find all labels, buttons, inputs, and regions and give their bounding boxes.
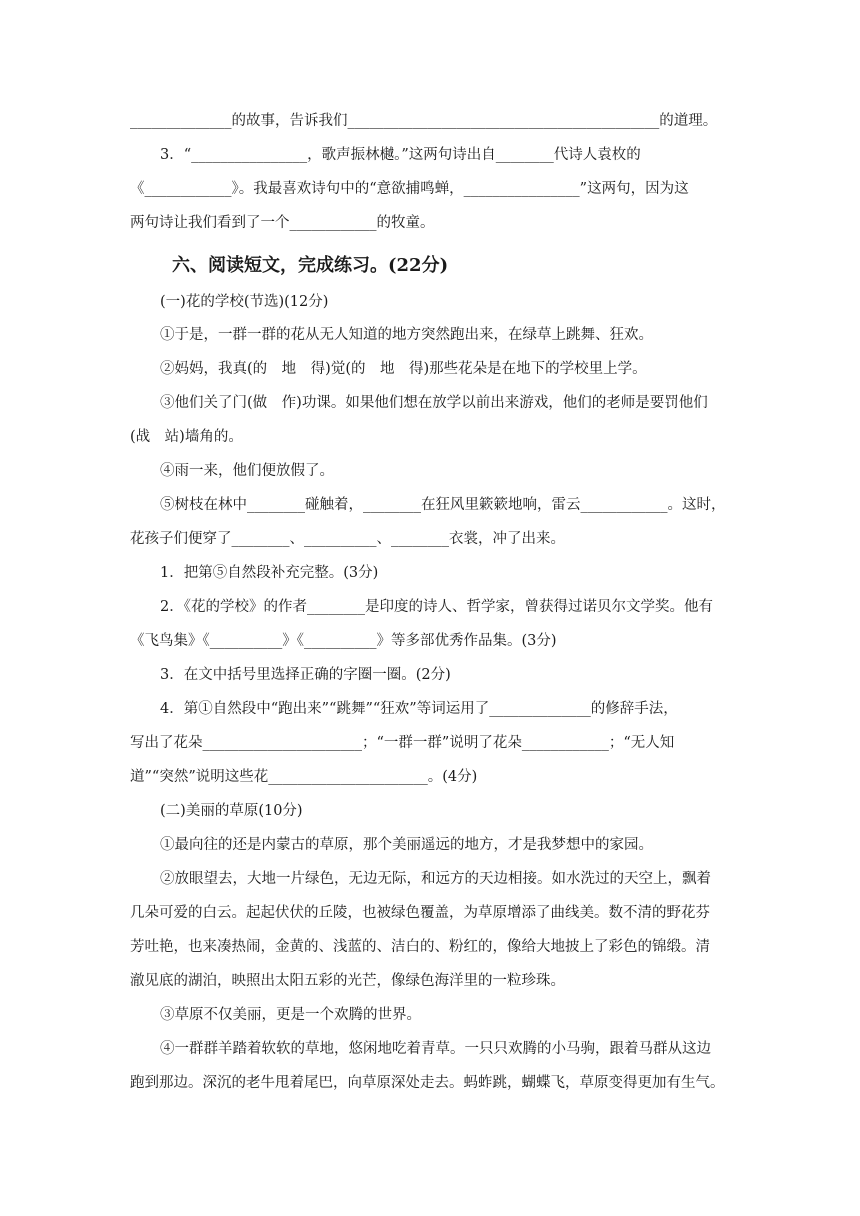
text-line-l11: ④雨一来，他们便放假了。 [160,463,334,479]
text-line-l26: 澈见底的湖泊，映照出太阳五彩的光芒，像绿色海洋里的一粒珍珠。 [130,973,565,989]
text-line-l8: ②妈妈，我真(的 地 得)觉(的 地 得)那些花朵是在地下的学校里上学。 [160,361,647,377]
text-line-l15: 2．《花的学校》的作者________是印度的诗人、哲学家，曾获得过诺贝尔文学奖。他有 [160,599,713,615]
text-line-l10: (战 站)墙角的。 [130,429,243,445]
text-line-l17: 3．在文中括号里选择正确的字圈一圈。(2分) [160,667,451,683]
text-line-l21: (二)美丽的草原(10分) [160,803,303,819]
text-line-l16: 《飞鸟集》《__________》《__________》等多部优秀作品集。(3分) [130,633,557,649]
text-line-l12: ⑤树枝在林中________碰触着，________在狂风里簌簌地响，雷云____________。这时， [160,497,726,513]
text-line-l20: 道”“突然”说明这些花______________________。(4分) [130,769,478,785]
text-line-l4: 两句诗让我们看到了一个____________的牧童。 [130,215,435,231]
section-heading-reading: 六、阅读短文，完成练习。(22分) [172,255,449,276]
text-line-l25: 芳吐艳，也来凑热闹，金黄的、浅蓝的、洁白的、粉红的，像给大地披上了彩色的锦缎。清 [130,939,710,955]
text-line-l1: ______________的故事，告诉我们___________________________________________的道理。 [130,113,718,129]
text-line-l2: 3．“________________，歌声振林樾。”这两句诗出自________代诗人袁枚的 [160,147,641,163]
text-line-l18: 4．第①自然段中“跑出来”“跳舞”“狂欢”等词运用了______________的修辞手法， [160,701,678,717]
text-line-l13: 花孩子们便穿了________、__________、________衣裳，冲了出来。 [130,531,565,547]
text-line-l19: 写出了花朵______________________；“一群一群”说明了花朵____________；“无人知 [130,735,675,751]
text-line-l6: (一)花的学校(节选)(12分) [160,294,329,310]
text-line-l29: 跑到那边。深沉的老牛甩着尾巴，向草原深处走去。蚂蚱跳，蝴蝶飞，草原变得更加有生气。 [130,1075,725,1091]
text-line-l7: ①于是，一群一群的花从无人知道的地方突然跑出来，在绿草上跳舞、狂欢。 [160,327,653,343]
text-line-l24: 几朵可爱的白云。起起伏伏的丘陵，也被绿色覆盖，为草原增添了曲线美。数不清的野花芬 [130,905,710,921]
text-line-l23: ②放眼望去，大地一片绿色，无边无际，和远方的天边相接。如水洗过的天空上，飘着 [160,871,711,887]
text-line-l9: ③他们关了门(做 作)功课。如果他们想在放学以前出来游戏，他们的老师是要罚他们 [160,395,708,411]
text-line-l14: 1．把第⑤自然段补充完整。(3分) [160,565,379,581]
text-line-l28: ④一群群羊踏着软软的草地，悠闲地吃着青草。一只只欢腾的小马驹，跟着马群从这边 [160,1041,711,1057]
text-line-l3: 《____________》。我最喜欢诗句中的“意欲捕鸣蝉，________________”这两句，因为这 [130,181,689,197]
text-line-l27: ③草原不仅美丽，更是一个欢腾的世界。 [160,1007,421,1023]
text-line-l22: ①最向往的还是内蒙古的草原，那个美丽遥远的地方，才是我梦想中的家园。 [160,837,653,853]
